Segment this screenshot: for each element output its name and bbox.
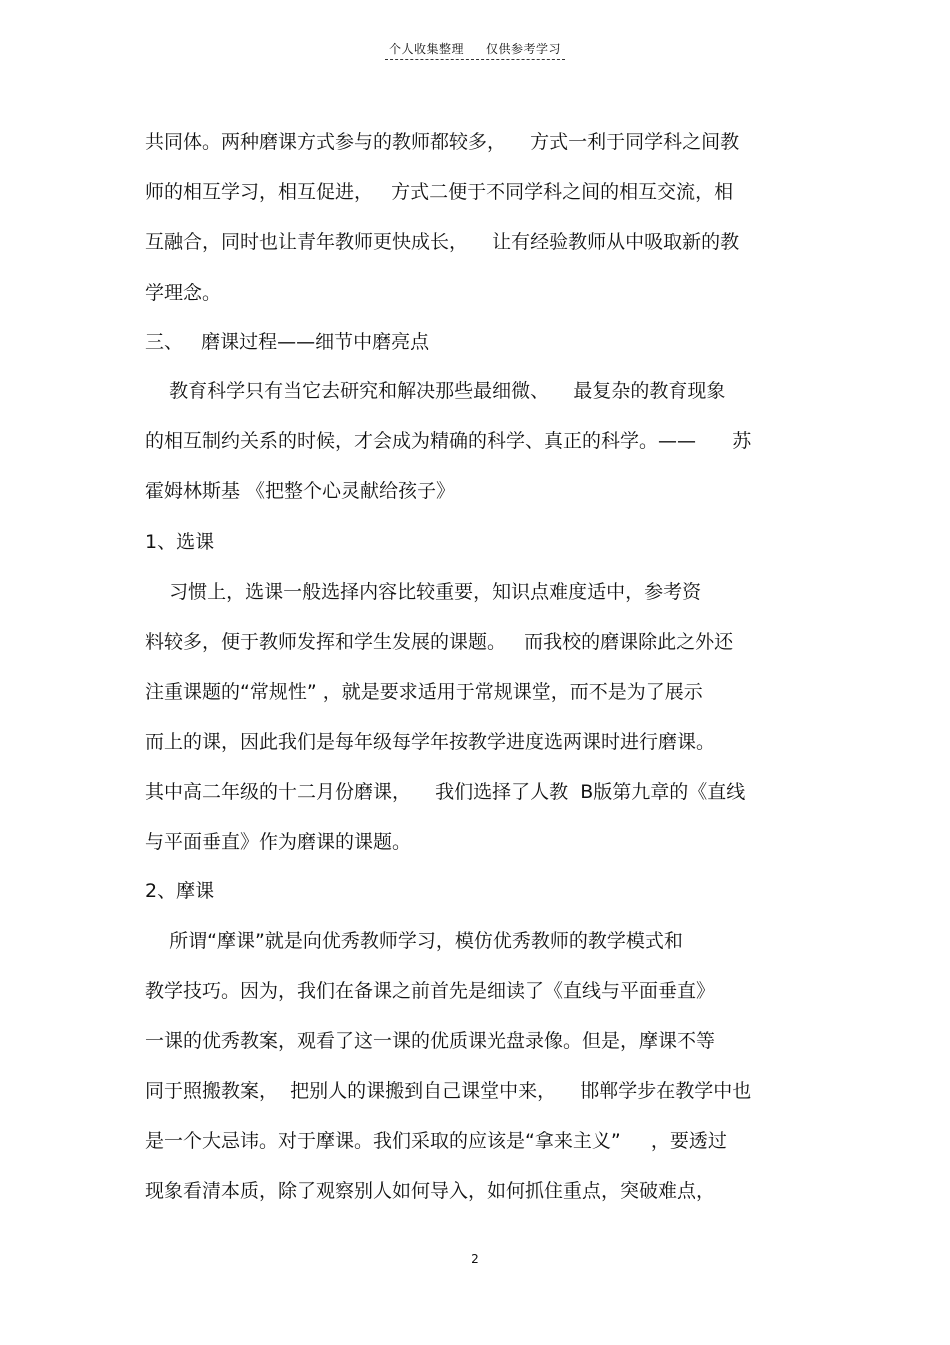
body-line: 习惯上，选课一般选择内容比较重要，知识点难度适中，参考资 [145,581,702,603]
body-line: 教育科学只有当它去研究和解决那些最细微、 最复杂的教育现象 [145,380,726,402]
body-line: 同于照搬教案， 把别人的课搬到自己课堂中来， 邯郸学步在教学中也 [145,1080,752,1102]
subsection-heading: 1、选课 [145,531,215,553]
subsection-heading: 2、摩课 [145,880,215,902]
body-line: 互融合，同时也让青年教师更快成长， 让有经验教师从中吸取新的教 [145,231,740,253]
page-header [0,40,950,60]
header-right: 仅供参考学习 [486,42,562,56]
body-line: 与平面垂直》作为磨课的课题。 [145,831,412,853]
header-left: 个人收集整理 [388,42,464,56]
body-line: 其中高二年级的十二月份磨课， 我们选择了人教 B版第九章的《直线 [145,781,746,803]
body-line: 教学技巧。因为，我们在备课之前首先是细读了《直线与平面垂直》 [145,980,716,1002]
body-line: 学理念。 [145,282,222,304]
body-line: 注重课题的“常规性” ，就是要求适用于常规课堂，而不是为了展示 [145,681,703,703]
body-line: 师的相互学习，相互促进， 方式二便于不同学科之间的相互交流，相 [145,181,734,203]
section-heading: 三、 磨课过程——细节中磨亮点 [145,331,430,353]
body-line: 而上的课，因此我们是每年级每学年按教学进度选两课时进行磨课。 [145,731,716,753]
page-number: 2 [471,1252,479,1266]
body-line: 霍姆林斯基 《把整个心灵献给孩子》 [145,480,456,502]
body-line: 的相互制约关系的时候，才会成为精确的科学、真正的科学。—— 苏 [145,430,752,452]
body-line: 料较多，便于教师发挥和学生发展的课题。 而我校的磨课除此之外还 [145,631,734,653]
body-line: 共同体。两种磨课方式参与的教师都较多， 方式一利于同学科之间教 [145,131,740,153]
body-line: 是一个大忌讳。对于摩课。我们采取的应该是“拿来主义” ，要透过 [145,1130,727,1152]
body-line: 现象看清本质，除了观察别人如何导入，如何抓住重点，突破难点， [145,1180,716,1202]
body-line: 所谓“摩课”就是向优秀教师学习，模仿优秀教师的教学模式和 [145,930,683,952]
header-text [385,40,565,60]
body-line: 一课的优秀教案，观看了这一课的优质课光盘录像。但是，摩课不等 [145,1030,716,1052]
